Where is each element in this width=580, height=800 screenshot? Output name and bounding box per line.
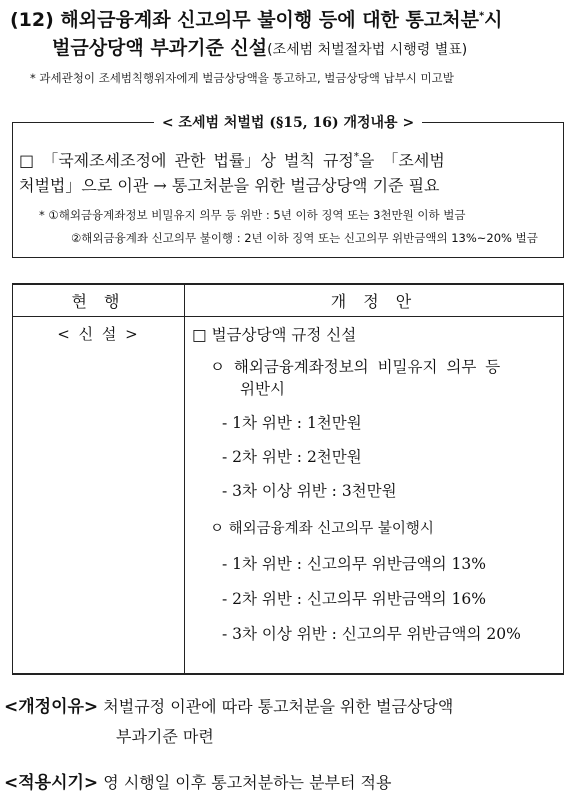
sub1-item: - 1차 위반 : 1천만원 bbox=[222, 414, 362, 432]
header-proposed: 개 정 안 bbox=[185, 284, 564, 317]
amendment-summary-box bbox=[12, 122, 564, 258]
title-line-2: 벌금상당액 부과기준 신설(조세범 처벌절차법 시행령 별표) bbox=[52, 37, 468, 59]
effective-date bbox=[4, 768, 391, 793]
sub1-item: - 2차 위반 : 2천만원 bbox=[222, 448, 362, 466]
title-footnote: * 과세관청이 조세범칙행위자에게 벌금상당액을 통고하고, 벌금상당액 납부시 미고발 bbox=[30, 71, 454, 85]
table-header-row bbox=[13, 284, 564, 317]
amendment-reason bbox=[4, 692, 572, 752]
sub2-item: - 1차 위반 : 신고의무 위반금액의 13% bbox=[222, 555, 487, 573]
comparison-table bbox=[12, 283, 564, 675]
current-cell: < 신 설 > bbox=[13, 317, 185, 675]
reason-label: <개정이유> bbox=[4, 697, 99, 717]
title-legal-reference: (조세범 처벌절차법 시행령 별표) bbox=[267, 42, 468, 58]
sub1-item: - 3차 이상 위반 : 3천만원 bbox=[222, 482, 397, 500]
summary-note-1: * ①해외금융계좌정보 비밀유지 의무 등 위반 : 5년 이하 징역 또는 3천만원 이하 벌금 bbox=[39, 208, 466, 222]
section-head-text: < 조세범 처벌법 (§15, 16) 개정내용 > bbox=[161, 115, 415, 131]
sub2-item: - 2차 위반 : 신고의무 위반금액의 16% bbox=[222, 590, 487, 608]
reason-line-2: 부과기준 마련 bbox=[116, 727, 214, 746]
timing-text: 영 시행일 이후 통고처분하는 분부터 적용 bbox=[103, 773, 392, 792]
document-title bbox=[10, 6, 570, 64]
proposed-cell bbox=[185, 317, 564, 675]
proposed-header: □ 벌금상당액 규정 신설 bbox=[192, 326, 357, 344]
reason-line-1: 처벌규정 이관에 따라 통고처분을 위한 벌금상당액 bbox=[103, 697, 454, 716]
title-line-1: (12) 해외금융계좌 신고의무 불이행 등에 대한 통고처분*시 bbox=[10, 9, 503, 31]
summary-line-1: □ 「국제조세조정에 관한 법률」상 벌칙 규정*을 「조세범 bbox=[19, 151, 445, 170]
summary-line-2: 처벌법」으로 이관 → 통고처분을 위한 벌금상당액 기준 필요 bbox=[19, 176, 440, 195]
header-current: 현 행 bbox=[13, 284, 185, 317]
summary-text bbox=[19, 148, 557, 198]
timing-label: <적용시기> bbox=[4, 773, 99, 793]
proposed-sub2: ㅇ 해외금융계좌 신고의무 불이행시 bbox=[210, 521, 434, 537]
sub2-item: - 3차 이상 위반 : 신고의무 위반금액의 20% bbox=[222, 625, 521, 643]
summary-note-2: ②해외금융계좌 신고의무 불이행 : 2년 이하 징역 또는 신고의무 위반금액의 13%~20% 벌금 bbox=[71, 231, 538, 245]
table-row bbox=[13, 317, 564, 675]
proposed-sub1: ㅇ 해외금융계좌정보의 비밀유지 의무 등 위반시 bbox=[210, 358, 501, 398]
